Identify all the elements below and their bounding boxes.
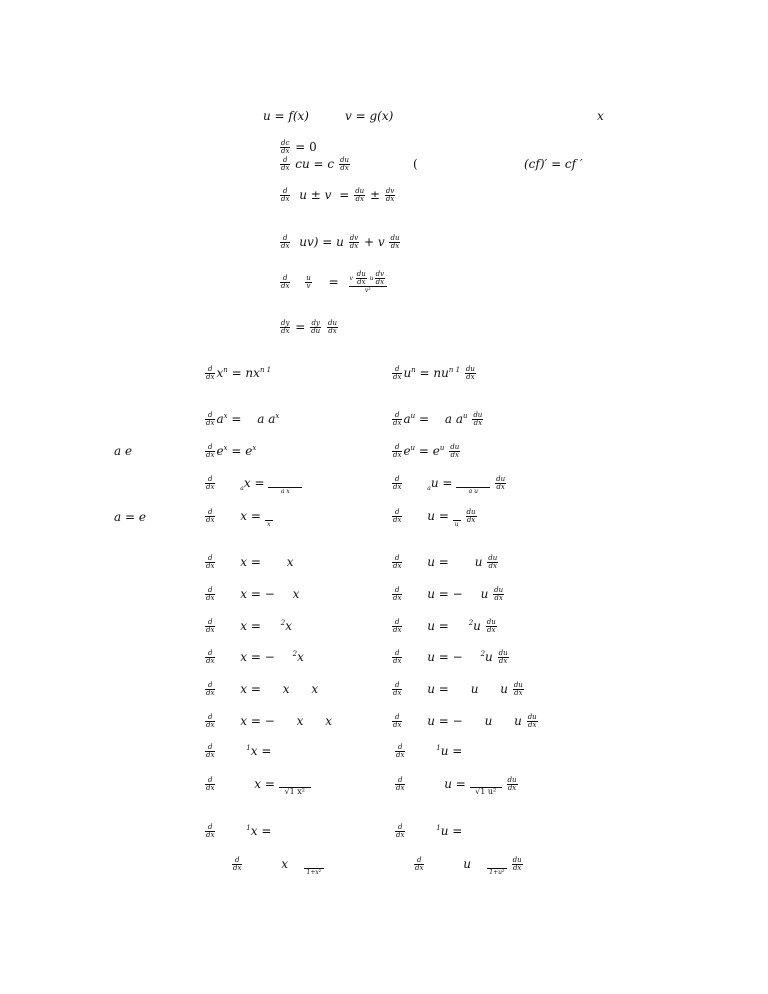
right-arcsin-2: $\frac{d}{dx}$ u = √1 u² $\frac{du}{dx}$ [396,776,517,796]
rule-sum: $\frac{d}{dx}$ u ± v = $\frac{du}{dx}$ ± $\frac{dv}{dx}$ [281,187,395,203]
rule-chain: $\frac{dy}{dx}$ = $\frac{dy}{du}$ $\frac{du}{dx}$ [281,319,337,335]
label-a-e: a e [114,444,133,458]
variable-label: x [597,109,604,123]
rule-constant-multiple: $\frac{d}{dx}$ cu = c $\frac{du}{dx}$ [281,156,349,172]
left-log-a: $\frac{d}{dx}$ $_a$x = a x [204,476,302,496]
left-arctan-2: $\frac{d}{dx}$ x 1+x² [231,857,324,877]
left-cos: $\frac{d}{dx}$ x = − x [206,586,300,602]
right-cos: $\frac{d}{dx}$ u = − u $\frac{du}{dx}$ [393,586,504,602]
left-exp-e: $\frac{d}{dx}$ $e^x = e^x$ [206,443,257,459]
right-arctan: $\frac{d}{dx}$ $^1$u = [396,823,463,839]
left-arcsin: $\frac{d}{dx}$ $^1$x = [206,743,272,759]
right-log-a: $\frac{d}{dx}$ $_a$u = a u $\frac{du}{dx}$ [393,475,506,495]
left-power-rule: $\frac{d}{dx}$ $x^n = nx^{n 1}$ [206,365,272,381]
left-arcsin-2: $\frac{d}{dx}$ x = √1 x² [204,777,311,796]
label-a-equals-e: a = e [114,510,146,524]
right-arcsin: $\frac{d}{dx}$ $^1$u = [396,743,463,759]
rule-quotient: $\frac{d}{dx}$ $\frac{u}{v}$ = v $\frac{du}{dx}$ u $\frac{dv}{dx}$ v² [279,271,388,294]
right-tan: $\frac{d}{dx}$ u = $^2$u $\frac{du}{dx}$ [393,618,496,634]
right-csc: $\frac{d}{dx}$ u = − u u $\frac{du}{dx}$ [393,713,537,729]
left-tan: $\frac{d}{dx}$ x = $^2$x [206,618,292,634]
left-exp-a: $\frac{d}{dx}$ $a^x = a$ $a^x$ [206,411,280,427]
right-exp-a: $\frac{d}{dx}$ $a^u = a$ $a^u$ $\frac{du}{dx}$ [393,411,483,427]
v-definition: v = g(x) [345,109,394,123]
left-csc: $\frac{d}{dx}$ x = − x x [206,713,332,729]
left-arctan: $\frac{d}{dx}$ $^1$x = [206,823,272,839]
note-open-paren: ( [413,157,418,171]
left-sin: $\frac{d}{dx}$ x = x [206,554,294,570]
right-sec: $\frac{d}{dx}$ u = u u $\frac{du}{dx}$ [393,681,523,697]
rule-constant: $\frac{dc}{dx}$ = 0 [281,139,317,155]
left-cot: $\frac{d}{dx}$ x = − $^2$x [206,649,304,665]
u-definition: u = f(x) [263,109,309,123]
right-cot: $\frac{d}{dx}$ u = − $^2$u $\frac{du}{dx}$ [393,649,508,665]
rule-product: $\frac{d}{dx}$ uv) = u $\frac{dv}{dx}$ + v $\frac{du}{dx}$ [281,234,400,250]
right-power-rule: $\frac{d}{dx}$ $u^n = nu^{n 1}$ $\frac{du}{dx}$ [393,365,475,381]
left-sec: $\frac{d}{dx}$ x = x x [206,681,319,697]
note-prime-notation: (cf)′ = cf ′ [524,157,583,171]
right-arctan-2: $\frac{d}{dx}$ u 1+u² $\frac{du}{dx}$ [415,856,522,876]
right-exp-e: $\frac{d}{dx}$ $e^u = e^u$ $\frac{du}{dx}$ [393,443,460,459]
right-sin: $\frac{d}{dx}$ u = u $\frac{du}{dx}$ [393,554,498,570]
right-ln: $\frac{d}{dx}$ u = u $\frac{du}{dx}$ [393,508,476,528]
left-ln: $\frac{d}{dx}$ x = x [204,509,273,529]
